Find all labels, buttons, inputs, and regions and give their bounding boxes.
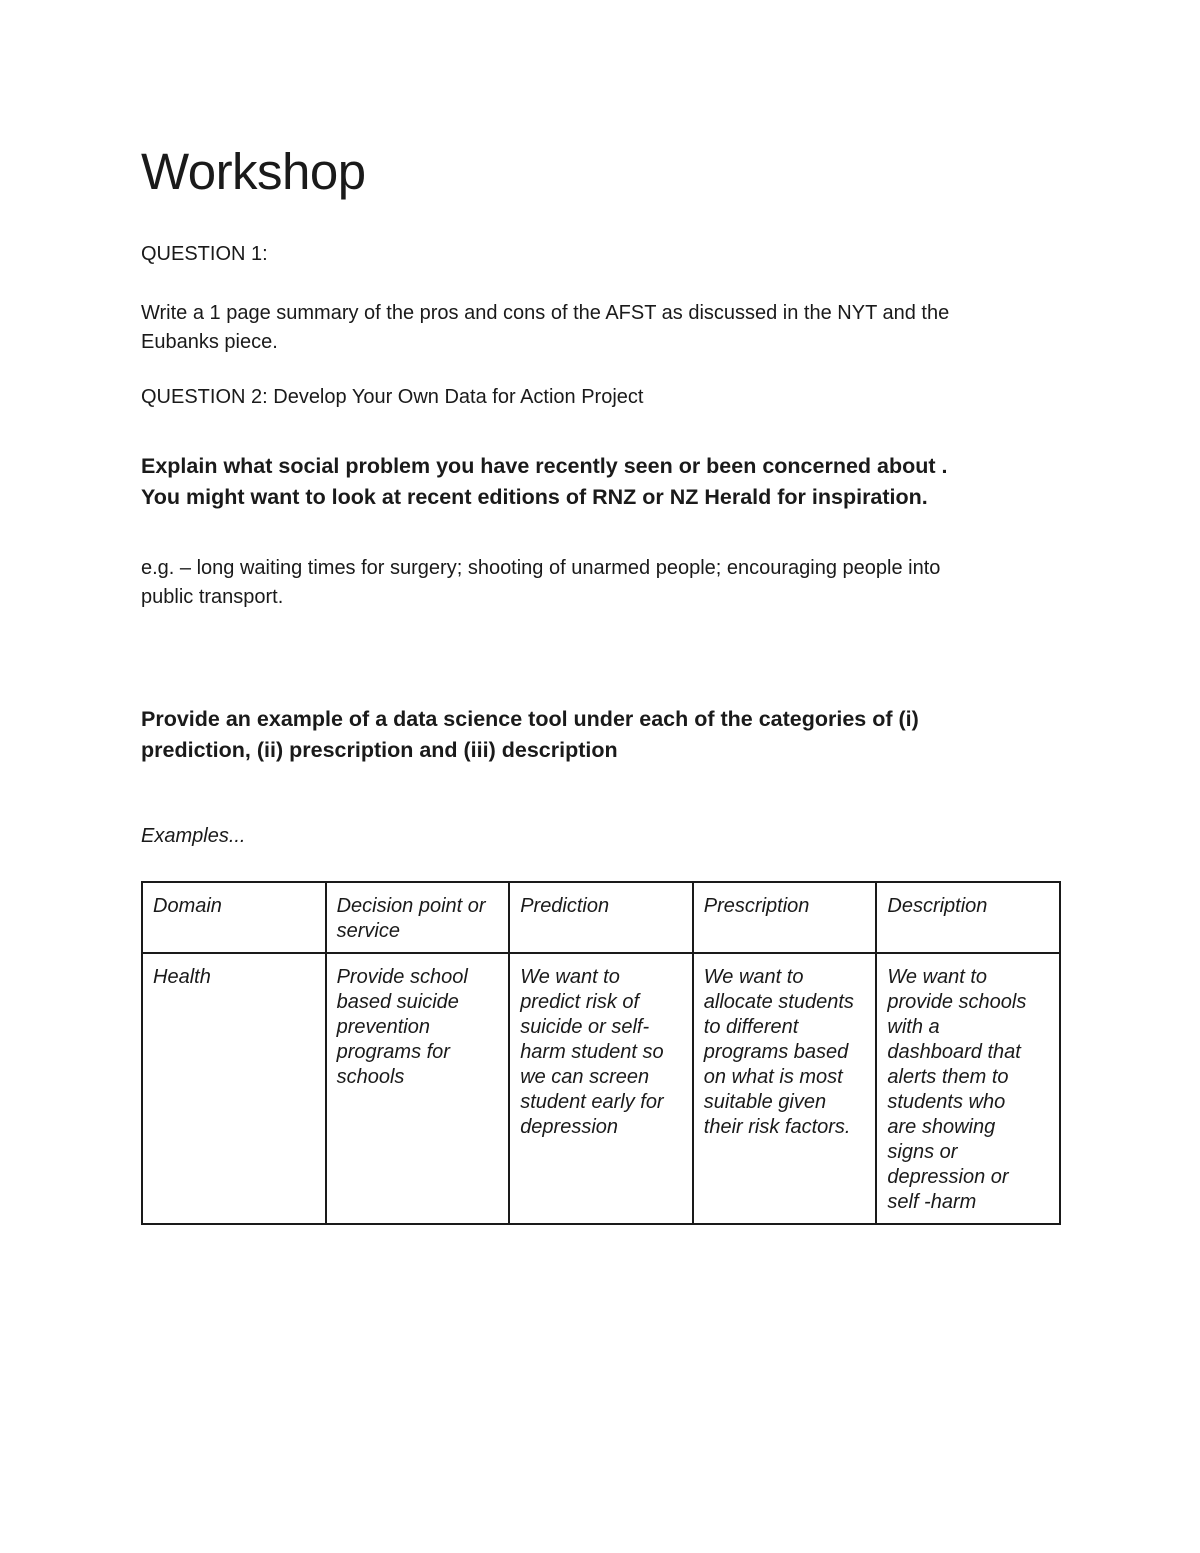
cell-line: depression or [887, 1166, 1009, 1188]
cell-line: Provide school [336, 966, 468, 988]
cell-line: student early for [520, 1091, 664, 1113]
description-cell [876, 953, 1060, 1224]
cell-line: self -harm [887, 1191, 977, 1213]
cell-line: signs or [887, 1141, 958, 1163]
example-problems [141, 554, 1061, 612]
domain-cell [142, 953, 326, 1224]
header-cell [693, 882, 877, 953]
cell-line: predict risk of [520, 991, 640, 1013]
table-row [142, 953, 1060, 1224]
social-problem-prompt [141, 451, 1071, 513]
cell-line: provide schools [887, 991, 1027, 1013]
cell-line: Domain [153, 895, 222, 917]
cell-line: We want to [887, 966, 988, 988]
cell-line: dashboard that [887, 1041, 1021, 1063]
cell-line: Prediction [520, 895, 610, 917]
prompt-line: You might want to look at recent editions of RNZ or NZ Herald for inspiration. [141, 485, 928, 509]
cell-line: their risk factors. [703, 1116, 851, 1138]
data-tool-prompt [141, 704, 1071, 766]
header-cell [876, 882, 1060, 953]
question-1-line: Eubanks piece. [141, 331, 278, 353]
question-1-line: Write a 1 page summary of the pros and cons of the AFST as discussed in the NYT and the [141, 302, 950, 324]
cell-line: suicide or self- [520, 1016, 650, 1038]
cell-line: based suicide [336, 991, 459, 1013]
question-2-heading: QUESTION 2: Develop Your Own Data for Action Project [141, 386, 644, 408]
prompt-line: prediction, (ii) prescription and (iii) description [141, 738, 618, 762]
cell-line: prevention [336, 1016, 430, 1038]
cell-line: with a [887, 1016, 940, 1038]
prediction-cell [509, 953, 693, 1224]
cell-line: alerts them to [887, 1066, 1009, 1088]
cell-line: Health [153, 966, 211, 988]
question-1-heading: QUESTION 1: [141, 243, 268, 265]
table-header-row [142, 882, 1060, 953]
cell-line: to different [703, 1016, 799, 1038]
cell-line: programs based [703, 1041, 849, 1063]
cell-line: service [336, 920, 400, 942]
prompt-line: Provide an example of a data science tool under each of the categories of (i) [141, 707, 919, 731]
decision-point-cell [326, 953, 510, 1224]
cell-line: We want to [520, 966, 620, 988]
prescription-cell [693, 953, 877, 1224]
cell-line: Prescription [703, 895, 810, 917]
cell-line: we can screen [520, 1066, 650, 1088]
header-cell [326, 882, 510, 953]
cell-line: harm student so [520, 1041, 664, 1063]
examples-label: Examples... [141, 825, 246, 847]
examples-table [141, 881, 1061, 1225]
prompt-line: Explain what social problem you have recently seen or been concerned about . [141, 454, 948, 478]
page-title: Workshop [141, 143, 366, 200]
header-cell [509, 882, 693, 953]
cell-line: Description [887, 895, 988, 917]
cell-line: Decision point or [336, 895, 486, 917]
cell-line: on what is most [703, 1066, 843, 1088]
cell-line: We want to [703, 966, 804, 988]
cell-line: students who [887, 1091, 1006, 1113]
cell-line: suitable given [703, 1091, 827, 1113]
header-cell [142, 882, 326, 953]
example-line: public transport. [141, 586, 284, 608]
cell-line: schools [336, 1066, 405, 1088]
question-1-text [141, 299, 1061, 357]
cell-line: allocate students [703, 991, 854, 1013]
cell-line: are showing [887, 1116, 996, 1138]
cell-line: programs for [336, 1041, 450, 1063]
cell-line: depression [520, 1116, 619, 1138]
example-line: e.g. – long waiting times for surgery; shooting of unarmed people; encouraging people into [141, 557, 941, 579]
